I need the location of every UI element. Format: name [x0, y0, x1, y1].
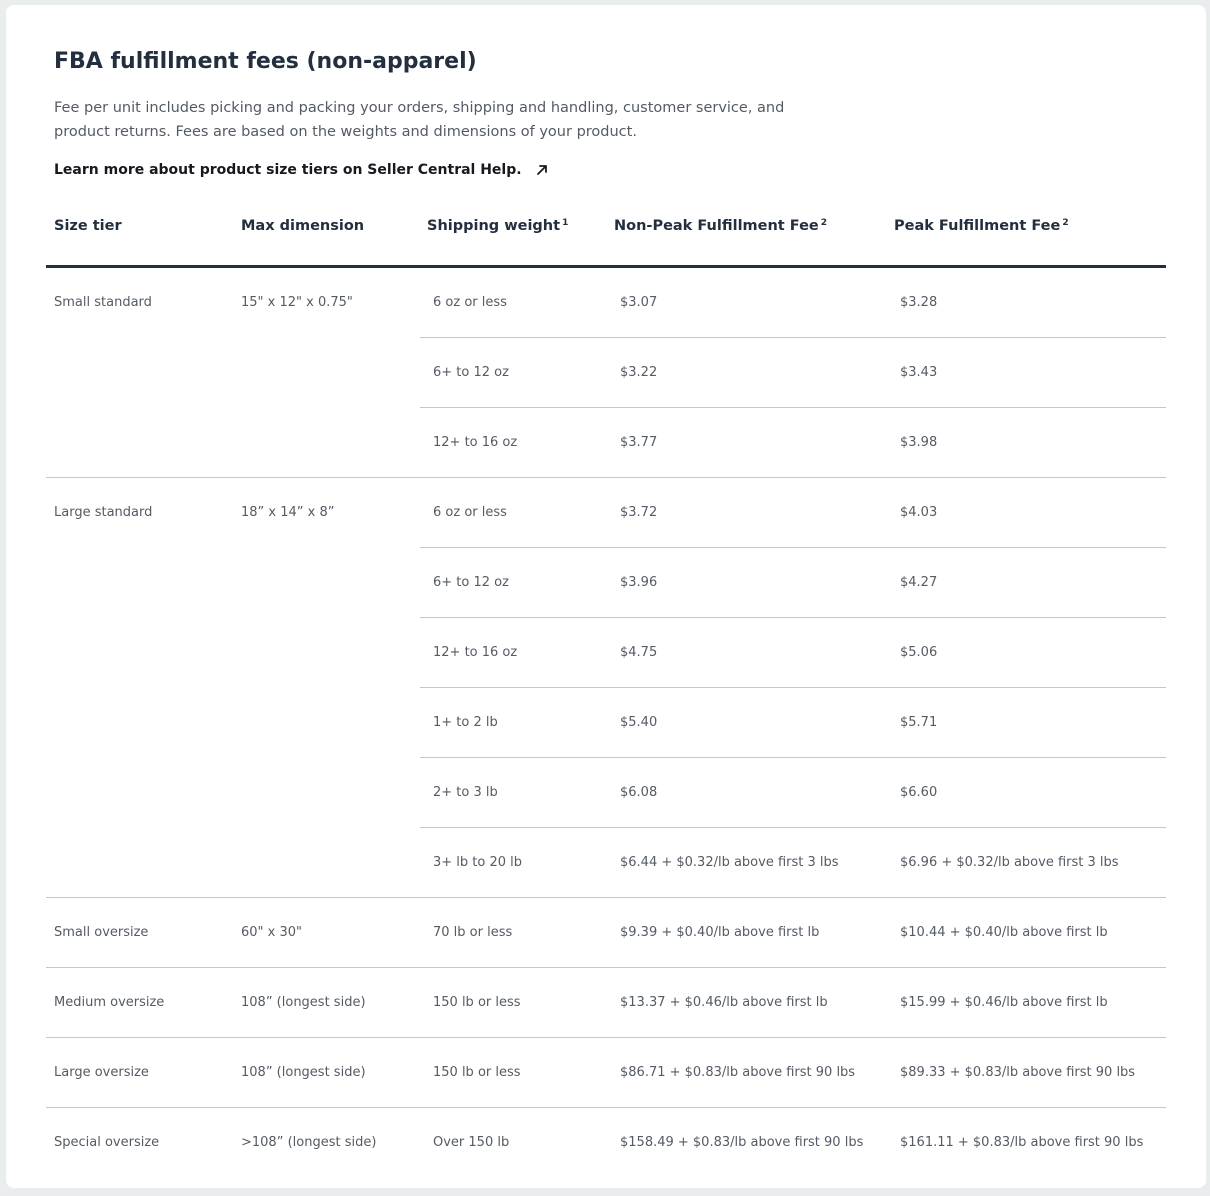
size-tier-group: [46, 478, 1166, 898]
table-row: [420, 898, 1166, 967]
non-peak-fee-cell: $5.40: [620, 715, 658, 730]
non-peak-fee-cell: $3.22: [620, 365, 658, 380]
max-dimension-cell: 60" x 30": [241, 925, 303, 940]
shipping-weight-cell: 2+ to 3 lb: [433, 785, 498, 800]
shipping-weight-cell: 6+ to 12 oz: [433, 575, 509, 590]
table-row: [420, 408, 1166, 477]
non-peak-fee-cell: $6.44 + $0.32/lb above first 3 lbs: [620, 855, 839, 870]
header-peak-fee: Peak Fulfillment Fee $^2$: [894, 218, 1069, 234]
peak-fee-cell: $3.43: [900, 365, 938, 380]
non-peak-fee-cell: $3.72: [620, 505, 658, 520]
table-row: [420, 618, 1166, 688]
shipping-weight-cell: 150 lb or less: [433, 995, 521, 1010]
size-tier-group: [46, 968, 1166, 1038]
table-row: [420, 1038, 1166, 1107]
non-peak-fee-cell: $86.71 + $0.83/lb above first 90 lbs: [620, 1065, 856, 1080]
shipping-weight-cell: 1+ to 2 lb: [433, 715, 498, 730]
peak-fee-cell: $5.71: [900, 715, 938, 730]
non-peak-fee-cell: $9.39 + $0.40/lb above first lb: [620, 925, 820, 940]
footnote-1: 1: [562, 218, 569, 228]
peak-fee-cell: $5.06: [900, 645, 938, 660]
footnote-2: 2: [820, 218, 828, 228]
size-tier-group: [46, 1108, 1166, 1177]
fee-card: [6, 5, 1206, 1188]
shipping-weight-cell: 12+ to 16 oz: [433, 435, 518, 450]
header-max-dimension: Max dimension: [241, 218, 365, 234]
header-shipping-weight: Shipping weight $^1$: [427, 218, 569, 234]
shipping-weight-cell: 150 lb or less: [433, 1065, 521, 1080]
max-dimension-cell: >108” (longest side): [241, 1135, 377, 1150]
size-tier-group: [46, 1038, 1166, 1108]
peak-fee-cell: $3.98: [900, 435, 938, 450]
table-row: [420, 268, 1166, 338]
table-header: [46, 197, 1166, 268]
table-row: [420, 828, 1166, 897]
table-row: [420, 968, 1166, 1037]
header-non-peak-fee: Non-Peak Fulfillment Fee $^2$: [614, 218, 828, 234]
page-title: FBA fulfillment fees (non-apparel): [54, 49, 477, 74]
non-peak-fee-cell: $3.96: [620, 575, 658, 590]
non-peak-fee-cell: $3.77: [620, 435, 658, 450]
non-peak-fee-cell: $13.37 + $0.46/lb above first lb: [620, 995, 828, 1010]
external-link-icon: [536, 164, 548, 176]
size-tier-cell: Large oversize: [54, 1065, 149, 1080]
non-peak-fee-cell: $3.07: [620, 295, 658, 310]
peak-fee-cell: $15.99 + $0.46/lb above first lb: [900, 995, 1108, 1010]
description: Fee per unit includes picking and packing your orders, shipping and handling, customer service, and product returns. Fees are based on the weights and dimensions of your product.: [54, 100, 785, 140]
table-row: [420, 338, 1166, 408]
peak-fee-cell: $4.27: [900, 575, 938, 590]
peak-fee-cell: $10.44 + $0.40/lb above first lb: [900, 925, 1108, 940]
table-row: [420, 478, 1166, 548]
peak-fee-cell: $6.96 + $0.32/lb above first 3 lbs: [900, 855, 1119, 870]
table-row: [420, 688, 1166, 758]
size-tier-cell: Large standard: [54, 505, 153, 520]
peak-fee-cell: $6.60: [900, 785, 938, 800]
header-size-tier: Size tier: [54, 218, 122, 234]
table-body: [46, 268, 1166, 1177]
size-tier-cell: Medium oversize: [54, 995, 165, 1010]
max-dimension-cell: 18” x 14” x 8”: [241, 505, 335, 520]
table-row: [420, 548, 1166, 618]
non-peak-fee-cell: $158.49 + $0.83/lb above first 90 lbs: [620, 1135, 864, 1150]
shipping-weight-cell: 6+ to 12 oz: [433, 365, 509, 380]
max-dimension-cell: 108” (longest side): [241, 995, 366, 1010]
shipping-weight-cell: Over 150 lb: [433, 1135, 510, 1150]
shipping-weight-cell: 3+ lb to 20 lb: [433, 855, 523, 870]
size-tier-cell: Special oversize: [54, 1135, 160, 1150]
table-row: [420, 1108, 1166, 1177]
peak-fee-cell: $4.03: [900, 505, 938, 520]
size-tier-group: [46, 268, 1166, 478]
shipping-weight-cell: 12+ to 16 oz: [433, 645, 518, 660]
shipping-weight-cell: 6 oz or less: [433, 505, 507, 520]
peak-fee-cell: $3.28: [900, 295, 938, 310]
shipping-weight-cell: 70 lb or less: [433, 925, 513, 940]
size-tier-group: [46, 898, 1166, 968]
non-peak-fee-cell: $6.08: [620, 785, 658, 800]
table-row: [420, 758, 1166, 828]
peak-fee-cell: $89.33 + $0.83/lb above first 90 lbs: [900, 1065, 1136, 1080]
peak-fee-cell: $161.11 + $0.83/lb above first 90 lbs: [900, 1135, 1144, 1150]
learn-more-label: Learn more about product size tiers on Seller Central Help.: [54, 162, 522, 178]
size-tier-cell: Small oversize: [54, 925, 149, 940]
fee-table: [46, 197, 1166, 1177]
max-dimension-cell: 108” (longest side): [241, 1065, 366, 1080]
footnote-2: 2: [1062, 218, 1069, 228]
shipping-weight-cell: 6 oz or less: [433, 295, 507, 310]
size-tier-cell: Small standard: [54, 295, 152, 310]
max-dimension-cell: 15" x 12" x 0.75": [241, 295, 353, 310]
learn-more-link[interactable]: [54, 158, 548, 182]
non-peak-fee-cell: $4.75: [620, 645, 658, 660]
